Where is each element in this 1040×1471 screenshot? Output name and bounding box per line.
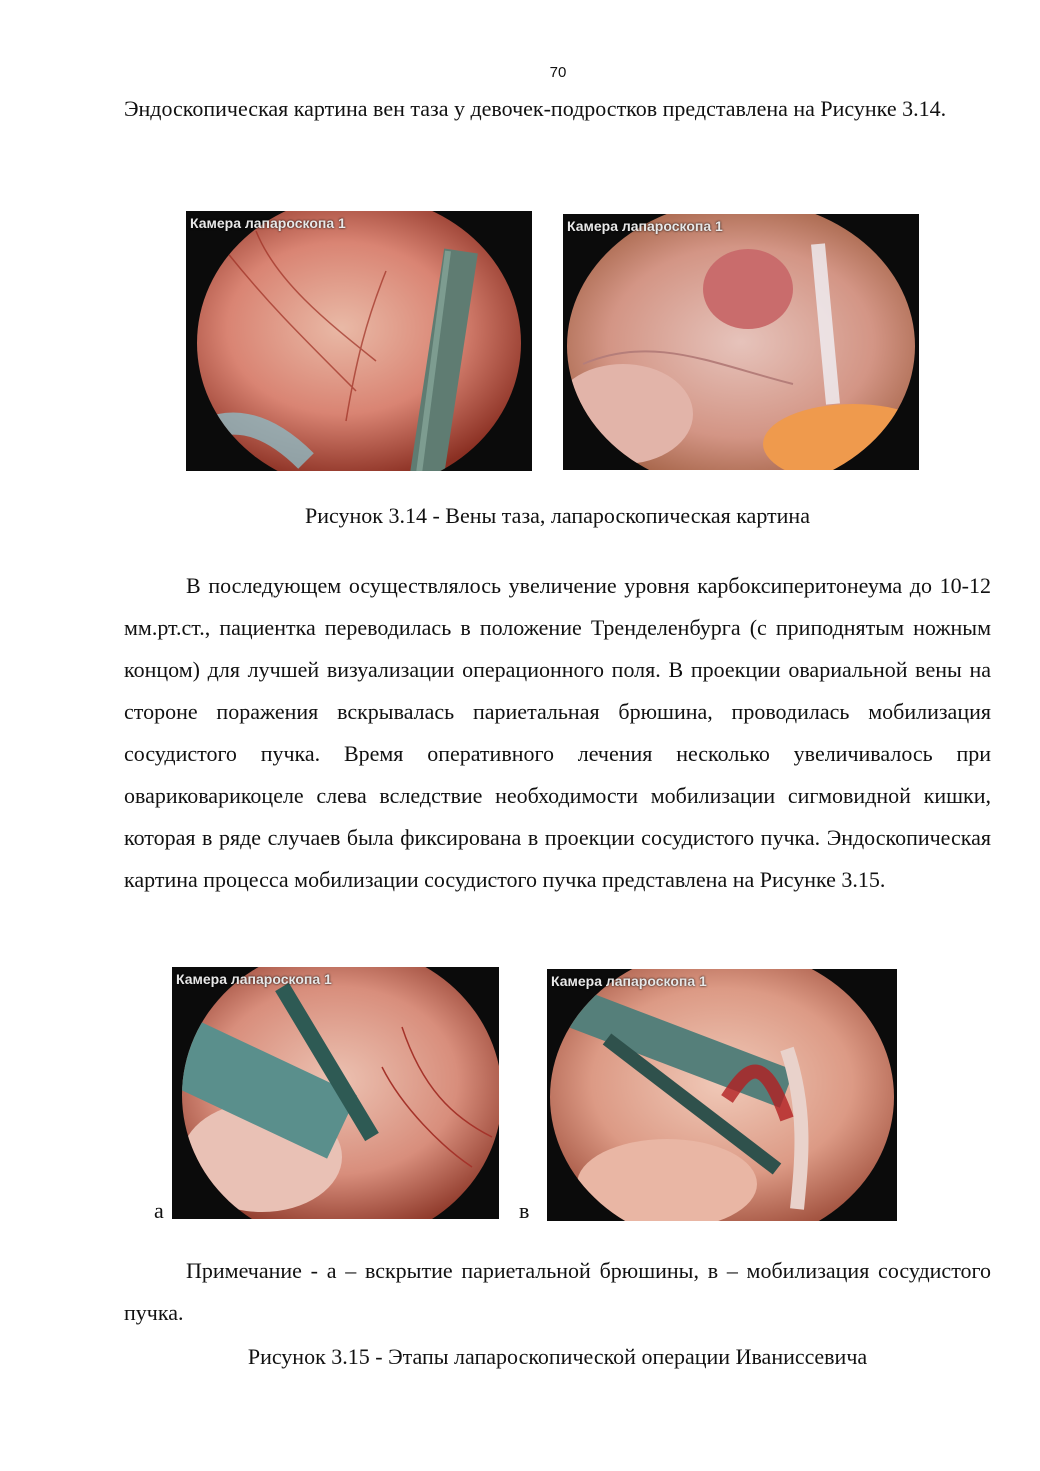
intro-paragraph: Эндоскопическая картина вен таза у девочек-подростков представлена на Рисунке 3.14.: [124, 96, 947, 121]
body-paragraph: В последующем осуществлялось увеличение уровня карбоксиперитонеума до 10-12 мм.рт.ст., пациентка переводилась в положение Тренделенбурга (с приподнятым ножным концом) для лучшей визуализации операционного поля. В проекции овариальной вены на стороне поражения вскрывалась париетальная брюшина, проводилась мобилизация сосудистого пучка. Время оперативного лечения несколько увеличивалось при овариковарикоцеле слева вследствие необходимости мобилизации сигмовидной кишки, которая в ряде случаев была фиксирована в проекции сосудистого пучка. Эндоскопическая картина процесса мобилизации сосудистого пучка представлена на Рисунке 3.15.: [124, 573, 991, 892]
page-number: 70: [549, 64, 567, 81]
figure-note: Примечание - а – вскрытие париетальной брюшины, в – мобилизация сосудистого пучка.: [124, 1258, 991, 1325]
figure-caption-3-14: Рисунок 3.14 - Вены таза, лапароскопическая картина: [305, 503, 810, 528]
camera-overlay-label: Камера лапароскопа 1: [176, 971, 332, 987]
camera-overlay-label: Камера лапароскопа 1: [190, 215, 346, 231]
laparoscopy-image-pelvic-veins-1: [186, 211, 532, 471]
camera-overlay-label: Камера лапароскопа 1: [567, 218, 723, 234]
figure-caption-3-15: Рисунок 3.15 - Этапы лапароскопической операции Иванисcевича: [247, 1344, 868, 1369]
laparoscopy-image-opening-peritoneum: [172, 967, 499, 1219]
subfigure-label-v: в: [519, 1198, 530, 1223]
camera-overlay-label: Камера лапароскопа 1: [551, 973, 707, 989]
laparoscopy-image-pelvic-veins-2: [563, 214, 919, 470]
subfigure-label-a: а: [154, 1198, 164, 1223]
laparoscopy-image-vessel-mobilization: [547, 969, 897, 1221]
